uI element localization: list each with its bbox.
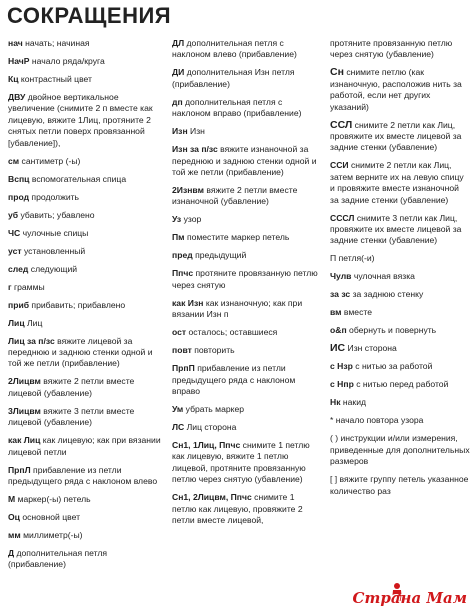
column-2 xyxy=(172,38,318,533)
entry-abbreviation: о&п xyxy=(330,325,347,336)
entry-description: предыдущий xyxy=(195,250,247,261)
glossary-entry xyxy=(172,363,318,397)
glossary-entry xyxy=(8,435,166,458)
glossary-entry xyxy=(172,185,318,208)
entry-description: поместите маркер петель xyxy=(186,232,290,243)
entry-abbreviation: ДЛ xyxy=(172,38,185,48)
entry-abbreviation: Д xyxy=(8,548,15,559)
glossary-entry xyxy=(8,336,166,370)
entry-abbreviation: Сн1, 1Лиц, Ппчс xyxy=(172,440,241,451)
column-1 xyxy=(8,38,166,577)
entry-abbreviation: мм xyxy=(8,530,21,541)
entry-description: снимите петлю (как изнаночную, расположив нить за работой, если нет других указаний) xyxy=(330,67,462,112)
glossary-entry xyxy=(172,214,318,225)
glossary-entry xyxy=(8,376,166,399)
entry-abbreviation: нач xyxy=(8,38,23,48)
entry-description: вместе xyxy=(343,307,372,318)
entry-abbreviation: Нк xyxy=(330,397,341,408)
entry-description: * начало повтора узора xyxy=(330,415,424,426)
glossary-entry xyxy=(8,156,166,167)
glossary-entry xyxy=(172,345,318,356)
glossary-entry xyxy=(330,415,470,426)
entry-description: вяжите лицевой за переднюю и заднюю стенки одной и той же петли (прибавление) xyxy=(8,335,153,369)
entry-abbreviation: ДИ xyxy=(172,67,185,78)
entry-description: Лиц xyxy=(27,317,43,328)
entry-description: ( ) инструкции и/или измерения, приведенные для дополнительных размеров xyxy=(330,433,470,467)
entry-description: контрастный цвет xyxy=(20,74,92,84)
entry-abbreviation: ЛС xyxy=(172,422,185,433)
entry-description: вяжите 3 петли вместе лицевой (убавление) xyxy=(8,405,135,428)
entry-description: основной цвет xyxy=(22,512,81,523)
entry-abbreviation: ПрпЛ xyxy=(8,464,31,475)
glossary-entry xyxy=(8,246,166,257)
entry-abbreviation: 3Лицвм xyxy=(8,405,41,416)
glossary-entry xyxy=(330,343,470,354)
entry-abbreviation: Пм xyxy=(172,232,185,243)
page-title: СОКРАЩЕНИЯ xyxy=(7,3,172,28)
glossary-entry xyxy=(330,397,470,408)
entry-description: [ ] вяжите группу петель указанное количество раз xyxy=(330,474,469,496)
entry-abbreviation: М xyxy=(8,494,16,505)
entry-description: П петля(-и) xyxy=(330,253,375,264)
entry-description: чулочная вязка xyxy=(353,271,415,282)
entry-abbreviation: уст xyxy=(8,245,22,256)
glossary-entry xyxy=(330,271,470,282)
entry-description: как изнаночную; как при вязании Изн п xyxy=(172,297,303,320)
entry-description: Лиц сторона xyxy=(186,422,237,433)
glossary-entry xyxy=(330,361,470,372)
entry-abbreviation: за зс xyxy=(330,289,351,300)
entry-description: Изн сторона xyxy=(347,343,397,354)
entry-abbreviation: г xyxy=(8,281,12,292)
entry-description: снимите 2 петли как Лиц, провяжите их вместе лицевой за задние стенки (убавление) xyxy=(330,119,462,153)
entry-description: маркер(-ы) петель xyxy=(17,494,91,505)
entry-abbreviation: НачР xyxy=(8,56,30,66)
glossary-entry xyxy=(8,512,166,523)
entry-description: за заднюю стенку xyxy=(352,289,424,300)
entry-abbreviation: Кц xyxy=(8,74,19,84)
glossary-entry xyxy=(172,126,318,137)
glossary-entry xyxy=(172,67,318,90)
entry-description: убрать маркер xyxy=(185,404,245,415)
entry-abbreviation: Ум xyxy=(172,404,184,415)
entry-abbreviation: как Изн xyxy=(172,297,204,308)
glossary-entry xyxy=(172,404,318,415)
entry-abbreviation: ЧС xyxy=(8,227,21,238)
column-3 xyxy=(330,38,470,504)
glossary-entry xyxy=(330,120,470,154)
glossary-entry xyxy=(330,38,470,61)
entry-abbreviation: Вспц xyxy=(8,173,30,184)
glossary-entry xyxy=(172,298,318,321)
entry-description: начать; начиная xyxy=(25,38,90,48)
entry-abbreviation: ДВУ xyxy=(8,92,26,102)
entry-abbreviation: след xyxy=(8,263,29,274)
entry-abbreviation: повт xyxy=(172,345,192,356)
entry-description: сантиметр (-ы) xyxy=(21,155,81,166)
glossary-entry xyxy=(8,92,166,149)
glossary-entry xyxy=(8,530,166,541)
glossary-entry xyxy=(330,325,470,336)
entry-description: дополнительная Изн петля (прибавление) xyxy=(172,67,295,89)
entry-abbreviation: с Нпр xyxy=(330,379,354,390)
glossary-entry xyxy=(330,379,470,390)
glossary-entry xyxy=(172,422,318,433)
glossary-entry xyxy=(8,38,166,49)
entry-description: протяните провязанную петлю через снятую xyxy=(172,268,318,290)
entry-description: с нитью за работой xyxy=(355,361,433,372)
glossary-entry xyxy=(8,465,166,488)
glossary-entry xyxy=(172,232,318,243)
entry-description: протяните провязанную петлю через снятую (убавление) xyxy=(330,38,453,60)
entry-description: обернуть и повернуть xyxy=(349,325,437,336)
entry-description: вяжите 2 петли вместе изнаночной (убавление) xyxy=(172,185,298,207)
entry-description: дополнительная петля (прибавление) xyxy=(8,548,108,570)
glossary-entry xyxy=(8,192,166,203)
watermark-logo: Страна Мам xyxy=(352,589,467,607)
entry-abbreviation: Лиц xyxy=(8,317,25,328)
glossary-entry xyxy=(330,433,470,467)
entry-abbreviation: вм xyxy=(330,307,342,318)
entry-description: прибавление из петли предыдущего ряда с наклоном влево xyxy=(8,464,158,487)
glossary-entry xyxy=(330,307,470,318)
entry-abbreviation: Ппчс xyxy=(172,268,194,279)
entry-abbreviation: уб xyxy=(8,209,19,220)
entry-description: снимите 1 петлю как лицевую, провяжите 2 петли вместе лицевой, xyxy=(172,492,303,526)
glossary-entry xyxy=(8,282,166,293)
entry-description: вяжите изнаночной за переднюю и заднюю стенки одной и той же петли (прибавление) xyxy=(172,144,317,178)
entry-description: дополнительная петля с наклоном вправо (прибавление) xyxy=(172,96,302,119)
entry-description: снимите 3 петли как Лиц, провяжите их вместе лицевой за задние стенки (убавление) xyxy=(330,212,462,246)
entry-abbreviation: Сн1, 2Лицвм, Ппчс xyxy=(172,492,252,503)
entry-abbreviation: 2Лицвм xyxy=(8,376,41,387)
glossary-entry xyxy=(172,97,318,120)
glossary-entry xyxy=(172,250,318,261)
glossary-entry xyxy=(330,213,470,247)
entry-abbreviation: ПрпП xyxy=(172,363,195,374)
glossary-entry xyxy=(8,406,166,429)
entry-description: граммы xyxy=(13,281,45,292)
entry-abbreviation: Сн xyxy=(330,66,344,79)
entry-description: продолжить xyxy=(31,191,80,202)
glossary-entry xyxy=(8,210,166,221)
glossary-entry xyxy=(172,327,318,338)
entry-description: снимите 2 петли как Лиц, затем верните их на левую спицу и провяжите вместе изнаночной за задние стенки (убавление) xyxy=(330,160,464,205)
glossary-entry xyxy=(330,253,470,264)
entry-description: повторить xyxy=(194,345,235,356)
glossary-entry xyxy=(8,494,166,505)
entry-description: миллиметр(-ы) xyxy=(23,530,83,541)
entry-description: установленный xyxy=(23,245,86,256)
entry-description: чулочные спицы xyxy=(22,227,89,238)
glossary-entry xyxy=(172,38,318,61)
entry-abbreviation: Изн за п/зс xyxy=(172,144,218,155)
glossary-entry xyxy=(8,264,166,275)
glossary-entry xyxy=(330,474,470,497)
glossary-entry xyxy=(8,228,166,239)
entry-abbreviation: Изн xyxy=(172,126,188,137)
glossary-entry xyxy=(172,268,318,291)
entry-description: снимите 1 петлю как лицевую, вяжите 1 петлю лицевой, протяните провязанную петлю через снятую (убавление) xyxy=(172,440,310,485)
glossary-entry xyxy=(172,144,318,178)
entry-description: накид xyxy=(342,397,367,408)
entry-abbreviation: дп xyxy=(172,96,183,107)
entry-abbreviation: как Лиц xyxy=(8,435,41,446)
entry-description: Изн xyxy=(190,126,205,137)
entry-abbreviation: пред xyxy=(172,250,193,261)
glossary-entry xyxy=(8,56,166,67)
entry-description: узор xyxy=(183,214,202,225)
entry-description: прибавить; прибавлено xyxy=(31,299,126,310)
glossary-entry xyxy=(8,74,166,85)
entry-abbreviation: СССЛ xyxy=(330,212,355,223)
entry-description: как лицевую; как при вязании лицевой петли xyxy=(8,435,161,457)
entry-description: дополнительная петля с наклоном влево (прибавление) xyxy=(172,38,297,60)
entry-abbreviation: см xyxy=(8,155,20,166)
entry-abbreviation: ост xyxy=(172,327,187,338)
entry-description: осталось; оставшиеся xyxy=(188,327,278,338)
glossary-entry xyxy=(8,300,166,311)
glossary-entry xyxy=(172,492,318,526)
glossary-entry xyxy=(8,548,166,571)
entry-abbreviation: с Нзр xyxy=(330,361,353,372)
entry-description: с нитью перед работой xyxy=(356,379,449,390)
glossary-entry xyxy=(8,174,166,185)
entry-description: вяжите 2 петли вместе лицевой (убавление) xyxy=(8,376,135,398)
glossary-entry xyxy=(330,160,470,206)
glossary-entry xyxy=(172,440,318,486)
entry-description: начало ряда/круга xyxy=(31,56,105,66)
entry-abbreviation: Оц xyxy=(8,512,20,523)
entry-abbreviation: ССИ xyxy=(330,160,349,171)
entry-abbreviation: 2Изнвм xyxy=(172,185,204,196)
entry-description: вспомогательная спица xyxy=(31,173,127,184)
entry-abbreviation: ССЛ xyxy=(330,118,353,131)
entry-description: двойное вертикальное увеличение (снимите 2 п вместе как лицевую, вяжите 1Лиц, протяните 2 снятых петли поверх провязанной [убавление]), xyxy=(8,92,153,148)
glossary-entry xyxy=(8,318,166,329)
entry-abbreviation: ИС xyxy=(330,342,346,355)
entry-abbreviation: Лиц за п/зс xyxy=(8,335,55,346)
entry-description: следующий xyxy=(30,263,78,274)
entry-abbreviation: Чулв xyxy=(330,271,352,282)
entry-abbreviation: приб xyxy=(8,299,30,310)
entry-description: убавить; убавлено xyxy=(20,209,95,220)
glossary-entry xyxy=(330,67,470,113)
entry-abbreviation: прод xyxy=(8,191,30,202)
glossary-entry xyxy=(330,289,470,300)
entry-abbreviation: Уз xyxy=(172,214,182,225)
entry-description: прибавление из петли предыдущего ряда с наклоном вправо xyxy=(172,363,296,397)
